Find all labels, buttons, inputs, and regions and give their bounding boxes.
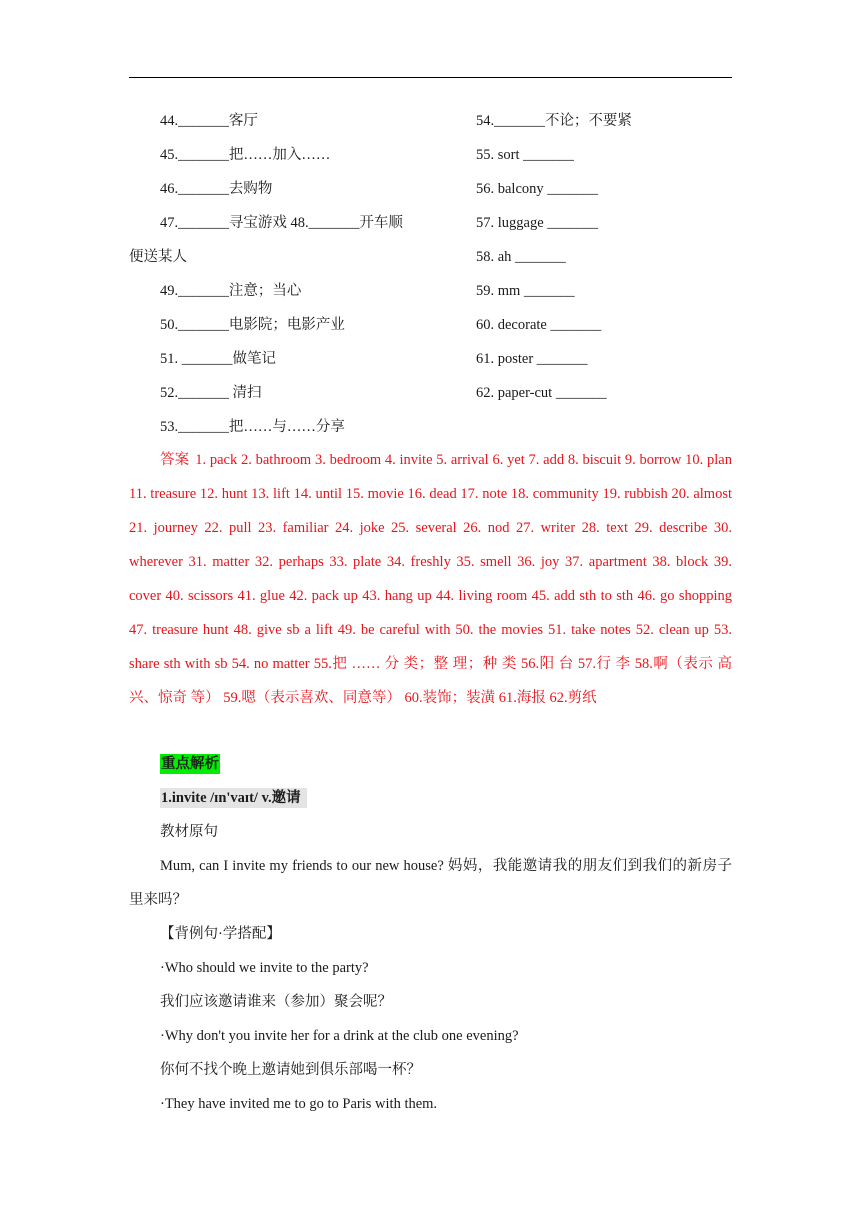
vocab-right-column [476, 104, 732, 410]
vocab-left-column [129, 104, 429, 444]
vocab-item-59: 59. mm _______ [476, 283, 575, 299]
vocab-item-49: 49._______注意；当心 [160, 283, 302, 299]
vocab-item-56: 56. balcony _______ [476, 181, 599, 197]
vocab-item-54: 54._______不论；不要紧 [476, 113, 632, 129]
example-2-zh: 你何不找个晚上邀请她到俱乐部喝一杯？ [160, 1062, 421, 1078]
vocab-item-48-continued: 便送某人 [129, 249, 187, 265]
vocab-item-55: 55. sort _______ [476, 147, 574, 163]
source-sentence: Mum, can I invite my friends to our new house? 妈妈，我能邀请我的朋友们到我们的新房子里来吗？ [129, 858, 732, 908]
vocab-item-60: 60. decorate _______ [476, 317, 602, 333]
key-points-section [129, 747, 732, 1121]
vocab-item-47-48: 47._______寻宝游戏 48._______开车顺 [160, 215, 403, 231]
section-heading: 重点解析 [161, 756, 219, 772]
vocab-item-61: 61. poster _______ [476, 351, 588, 367]
vocab-item-45: 45._______把……加入…… [160, 147, 331, 163]
word-entry: 1.invite /ɪn'vaɪt/ v.邀请 [160, 788, 307, 808]
word-entry-line [129, 781, 732, 815]
vocab-item-62: 62. paper-cut _______ [476, 385, 607, 401]
example-1-zh: 我们应该邀请谁来（参加）聚会呢？ [160, 994, 392, 1010]
vocab-item-57: 57. luggage _______ [476, 215, 599, 231]
vocab-item-52: 52._______ 清扫 [160, 385, 262, 401]
vocab-item-51: 51. _______做笔记 [160, 351, 276, 367]
header-rule [129, 77, 732, 78]
examples-label: 【背例句·学搭配】 [160, 926, 281, 942]
example-2-en: ·Why don't you invite her for a drink at the club one evening? [160, 1028, 519, 1044]
example-3-en: ·They have invited me to go to Paris with them. [160, 1096, 438, 1112]
vocab-item-50: 50._______电影院；电影产业 [160, 317, 345, 333]
vocab-item-53: 53._______把……与……分享 [160, 419, 345, 435]
answer-text: 1. pack 2. bathroom 3. bedroom 4. invite 5. arrival 6. yet 7. add 8. biscuit 9. borrow 10. plan 11. treasure 12. hunt 13. lift 14. until 15. movie 16. dead 17. note 18. community 19. rubbish 20. almost 21. journey 22. pull 23. familiar 24. joke 25. several 26. nod 27. writer 28. text 29. describe 30. wherever 31. matter 32. perhaps 33. plate 34. freshly 35. smell 36. joy 37. apartment 38. block 39. cover 40. scissors 41. glue 42. pack up 43. hang up 44. living room 45. add sth to sth 46. go shopping 47. treasure hunt 48. give sb a lift 49. be careful with 50. the movies 51. take notes 52. clean up 53. share sth with sb 54. no matter 55.把 …… 分 类；整 理；种 类 56.阳 台 57.行 李 58.啊（表示 高 兴、惊奇 等） 59.嗯（表示喜欢、同意等） 60.装饰；装潢 61.海报 62.剪纸 [129, 452, 732, 706]
vocab-item-58: 58. ah _______ [476, 249, 566, 265]
example-1-en: ·Who should we invite to the party? [160, 960, 369, 976]
vocab-item-44: 44._______客厅 [160, 113, 258, 129]
section-heading-line [129, 747, 732, 781]
answer-label: 答案 [160, 452, 190, 468]
answer-key [129, 443, 732, 715]
source-label: 教材原句 [160, 824, 218, 840]
vocab-item-46: 46._______去购物 [160, 181, 273, 197]
